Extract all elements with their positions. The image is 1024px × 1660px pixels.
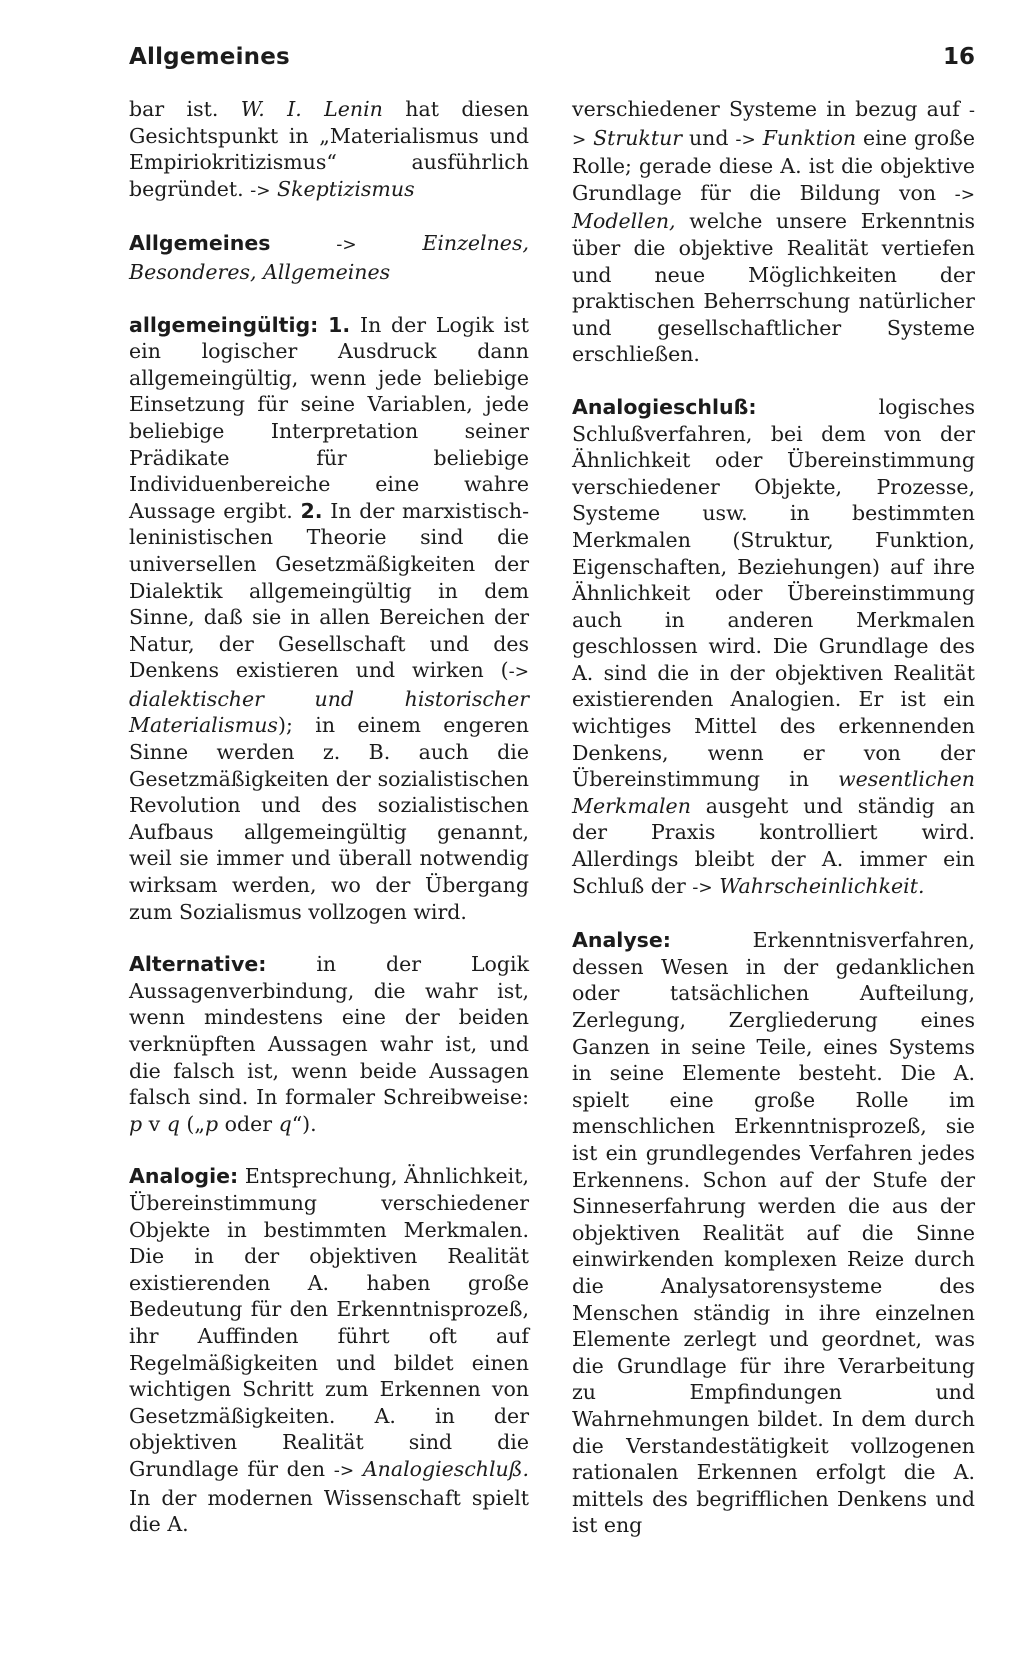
entry-text — [354, 1457, 363, 1481]
entry-text: In der modernen Wissenschaft spielt die A. — [129, 1485, 529, 1537]
entry-alternative — [129, 951, 529, 1137]
cross-reference-arrow-icon: -> — [250, 180, 271, 201]
entry-text: hat diesen Gesichtspunkt in „Materialismus und Empiriokritizismus“ ausführlich begründet. — [129, 97, 529, 201]
cross-reference-arrow-icon: -> — [333, 1460, 355, 1481]
entry-text: “). — [291, 1111, 317, 1136]
cross-reference-arrow-icon: -> — [508, 662, 529, 683]
entry-text: In der marxistisch-leninistischen Theorie sind die universellen Gesetzmäßigkeiten der Dialektik allgemeingültig in dem Sinne, daß sie in allen Bereichen der Natur, der Gesellschaft und des Denkens existieren und wirken ( — [129, 498, 529, 683]
entry-text: bar ist. — [129, 97, 241, 121]
entry-text: v — [142, 1111, 167, 1136]
entry-text — [357, 231, 423, 255]
entry-text: logisches Schlußverfahren, bei dem von der Ähnlichkeit oder Übereinstimmung verschiedener Objekte, Prozesse, Systeme usw. in bestimmten Merkmalen (Struktur, Funktion, Eigenschaften, Beziehungen) auf ihre Ähnlichkeit oder Übereinstimmung auch in anderen Merkmalen geschlossen wird. Die Grundlage des A. sind die in der objektiven Realität existierenden Analogien. Er ist ein wichtiges Mittel des erkennenden Denkens, wenn er von der Übereinstimmung in — [572, 394, 975, 792]
entry-text: Erkenntnisverfahren, dessen Wesen in der gedanklichen oder tatsächlichen Aufteilung, Zerlegung, Zergliederung eines Ganzen in seine Teile, eines Systems in seine Elemente besteht. Die A. spielt eine große Rolle im menschlichen Erkenntnisprozeß, sie ist ein grundlegendes Verfahren jedes Erkennens. Schon auf der Stufe der Sinneserfahrung werden die aus der objektiven Realität auf die Sinne einwirkenden komplexen Reize durch die Analysatorensysteme des Menschen ständig in ihre einzelnen Elemente zerlegt und geordnet, was die Grundlage für ihre Verarbeitung zu Empfindungen und Wahrnehmungen bildet. In dem durch die Verstandestätigkeit vollzogenen rationalen Erkennen erfolgt die A. mittels des begrifflichen Denkens und ist eng — [572, 928, 975, 1538]
italic-reference: W. I. Lenin — [240, 97, 383, 121]
entry-cont-skeptizismus — [129, 96, 529, 204]
entry-analogie — [129, 1163, 529, 1537]
entry-headword: Analogieschluß: — [572, 394, 757, 419]
entry-headword: Analogie: — [129, 1164, 239, 1189]
italic-reference: q — [278, 1111, 292, 1136]
entry-text — [318, 313, 328, 337]
entry-text: und — [682, 125, 736, 150]
italic-reference: Funktion — [762, 125, 857, 150]
entry-allgemeingueltig — [129, 312, 529, 926]
italic-reference: wesentlichen Merkmalen — [572, 767, 975, 818]
right-column — [572, 96, 975, 1565]
entry-cont-analogie — [572, 96, 975, 368]
italic-reference: q — [166, 1111, 180, 1136]
entry-text: verschiedener Systeme in bezug auf — [572, 97, 969, 121]
entry-headword: Alternative: — [129, 952, 267, 977]
left-column — [129, 96, 529, 1564]
entry-text — [756, 126, 763, 150]
cross-reference-arrow-icon: -> — [336, 235, 357, 256]
italic-reference: Einzelnes, Besonderes, Allgemeines — [129, 231, 529, 284]
entry-text: („ — [179, 1111, 206, 1136]
italic-reference: Struktur — [593, 125, 683, 150]
running-header: Allgemeines — [129, 44, 290, 70]
entry-headword: Analyse: — [572, 928, 671, 953]
italic-reference: p — [129, 1111, 143, 1136]
cross-reference-arrow-icon: -> — [572, 101, 975, 150]
entry-text: ); in einem engeren Sinne werden z. B. auch die Gesetzmäßigkeiten der sozialistischen Revolution und des sozialistischen Aufbaus allgemeingültig genannt, weil sie immer und überall notwendig wirksam werden, wo der Übergang zum Sozialismus vollzogen wird. — [129, 713, 529, 924]
entry-headword: allgemeingültig: — [129, 312, 319, 337]
italic-reference: Analogieschluß. — [362, 1456, 529, 1481]
sense-number: 2. — [300, 498, 323, 523]
cross-reference-arrow-icon: -> — [735, 129, 756, 150]
entry-analyse — [572, 927, 975, 1539]
entry-headword: Allgemeines — [129, 231, 271, 256]
cross-reference-arrow-icon: -> — [954, 184, 975, 205]
entry-text: in der Logik Aussagenverbindung, die wahr ist, wenn mindestens eine der beiden verknüpften Aussagen wahr ist, und die falsch ist, wenn beide Aussagen falsch sind. In formaler Schreibweise: — [129, 952, 529, 1110]
cross-reference-arrow-icon: -> — [692, 877, 713, 898]
entry-text — [271, 231, 337, 255]
italic-reference: Skeptizismus — [277, 176, 415, 201]
entry-analogieschluss — [572, 394, 975, 901]
italic-reference: Modellen, — [572, 209, 676, 234]
italic-reference: p — [205, 1111, 219, 1136]
entry-text: ausgeht und ständig an der Praxis kontrolliert wird. Allerdings bleibt der A. immer ein Schluß der — [572, 793, 975, 898]
entry-text: In der Logik ist ein logischer Ausdruck dann allgemeingültig, wenn jede beliebige Einsetzung für seine Variablen, jede beliebige Interpretation seiner Prädikate für beliebige Individuenbereiche eine wahre Aussage ergibt. — [129, 312, 529, 523]
entry-allgemeines — [129, 230, 529, 285]
page-number: 16 — [943, 44, 976, 70]
entry-text: oder — [218, 1111, 279, 1136]
entry-text: eine große Rolle; gerade diese A. ist die objektive Grundlage für die Bildung von — [572, 125, 975, 205]
sense-number: 1. — [328, 312, 351, 337]
entry-text: Entsprechung, Ähnlichkeit, Übereinstimmung verschiedener Objekte in bestimmten Merkmalen. Die in der objektiven Realität existierenden A. haben große Bedeutung für den Erkenntnisprozeß, ihr Auffinden führt oft auf Regelmäßigkeiten und bildet einen wichtigen Schritt zum Erkennen von Gesetzmäßigkeiten. A. in der objektiven Realität sind die Grundlage für den — [129, 1164, 529, 1481]
entry-text: welche unsere Erkenntnis über die objektive Realität vertiefen und neue Möglichkeiten der praktischen Beherrschung natürlicher und gesellschaftlicher Systeme erschließen. — [572, 209, 975, 367]
italic-reference: dialektischer und historischer Materialismus — [129, 686, 529, 738]
italic-reference: Wahrscheinlichkeit. — [719, 873, 925, 898]
